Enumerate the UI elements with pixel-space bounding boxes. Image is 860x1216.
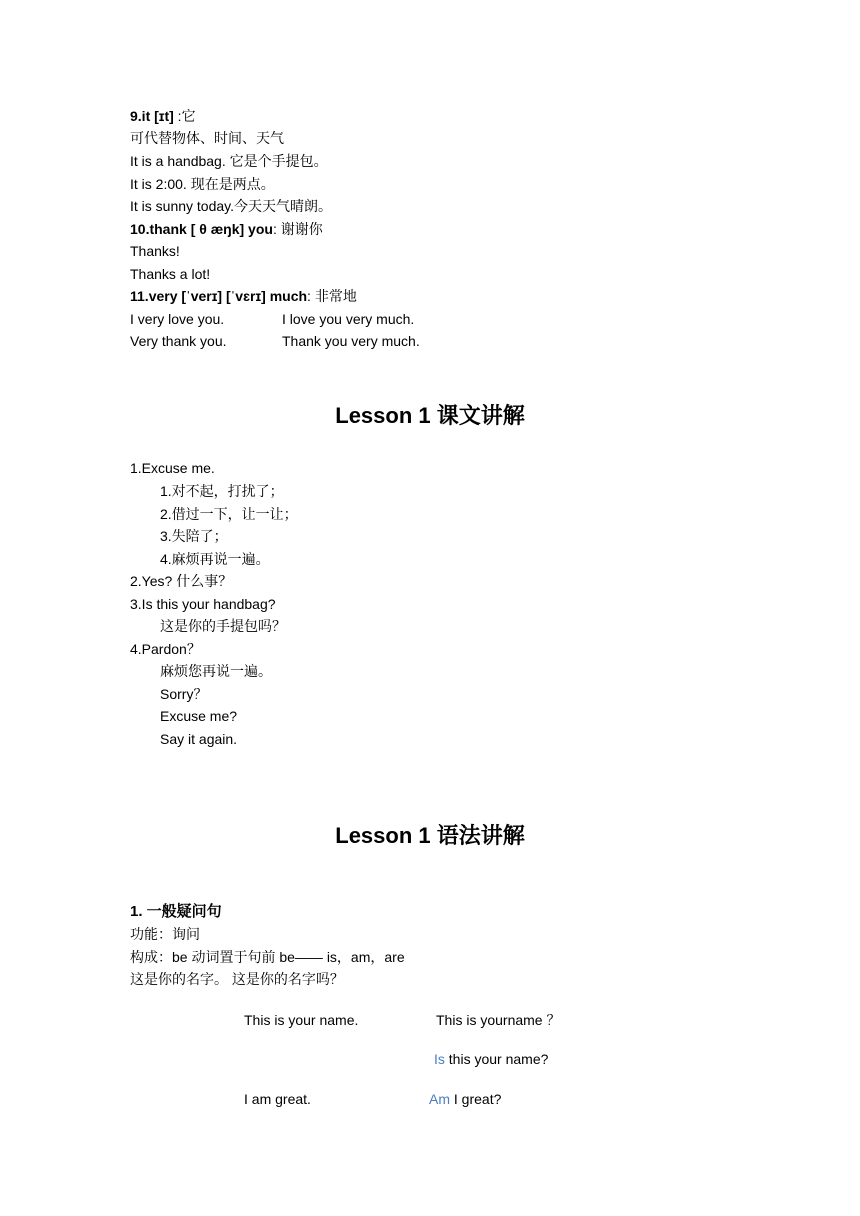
lesson-item-1-meaning-3: 3.失陪了； — [160, 528, 228, 544]
vocab-very-example-2-wrong: Very thank you. — [130, 333, 227, 349]
vocab-word: 9.it [ɪt] — [130, 108, 174, 124]
vocab-thank-example-2: Thanks a lot! — [130, 266, 211, 282]
vocab-word: 11.very [ˈverɪ] [ˈvɛrɪ] much — [130, 288, 308, 304]
vocab-definition: : 非常地 — [307, 288, 357, 304]
vocab-it-example-1: It is a handbag. 它是个手提包。 — [130, 153, 328, 169]
vocab-it-example-2: It is 2:00. 现在是两点。 — [130, 176, 275, 192]
lesson-item-2: 2.Yes? 什么事？ — [130, 573, 233, 589]
grammar-example-3-verb: Am — [429, 1091, 450, 1107]
lesson-item-1-meaning-1: 1.对不起，打扰了； — [160, 483, 284, 499]
grammar-structure: 构成：be 动词置于句前 be—— is，am，are — [130, 949, 405, 965]
vocab-thank-heading — [130, 219, 323, 239]
grammar-example-2-rest: this your name? — [444, 1051, 549, 1067]
vocab-it-heading — [130, 106, 196, 126]
grammar-example-3-statement: I am great. — [244, 1091, 311, 1107]
lesson-item-4-meaning-3: Excuse me? — [160, 708, 238, 724]
vocab-word: 10.thank [ θ æŋk] you — [130, 221, 273, 237]
grammar-function: 功能：询问 — [130, 926, 200, 942]
lesson-text-title: Lesson 1 课文讲解 — [335, 403, 525, 428]
lesson-item-1: 1.Excuse me. — [130, 460, 215, 476]
vocab-very-example-1-right: I love you very much. — [282, 311, 415, 327]
lesson-item-3: 3.Is this your handbag? — [130, 596, 276, 612]
vocab-very-example-2-right: Thank you very much. — [282, 333, 420, 349]
grammar-example-1-statement: This is your name. — [244, 1012, 359, 1028]
vocab-very-example-1-wrong: I very love you. — [130, 311, 225, 327]
vocab-it-description: 可代替物体、时间、天气 — [130, 130, 284, 146]
vocab-definition: : 谢谢你 — [272, 221, 323, 237]
lesson-item-4-meaning-2: Sorry？ — [160, 686, 208, 702]
grammar-example-chinese: 这是你的名字。 这是你的名字吗？ — [130, 971, 344, 987]
grammar-section-1-title: 1. 一般疑问句 — [130, 903, 222, 920]
lesson-item-1-meaning-4: 4.麻烦再说一遍。 — [160, 551, 270, 567]
grammar-example-2-question — [434, 1049, 548, 1069]
vocab-very-heading — [130, 286, 357, 306]
lesson-item-3-meaning: 这是你的手提包吗？ — [160, 618, 286, 634]
grammar-title: Lesson 1 语法讲解 — [335, 823, 525, 848]
vocab-it-example-3: It is sunny today.今天天气晴朗。 — [130, 198, 333, 214]
grammar-example-1-question-frame: This is yourname ？ — [436, 1012, 561, 1028]
grammar-example-3-rest: I great? — [450, 1091, 502, 1107]
grammar-example-3-question — [429, 1089, 501, 1109]
lesson-item-1-meaning-2: 2.借过一下，让一让； — [160, 506, 298, 522]
lesson-item-4-meaning-4: Say it again. — [160, 731, 238, 747]
lesson-item-4: 4.Pardon？ — [130, 641, 201, 657]
grammar-example-2-verb: Is — [434, 1051, 445, 1067]
vocab-definition: :它 — [173, 108, 196, 124]
lesson-item-4-meaning-1: 麻烦您再说一遍。 — [160, 663, 272, 679]
vocab-thank-example-1: Thanks! — [130, 243, 180, 259]
